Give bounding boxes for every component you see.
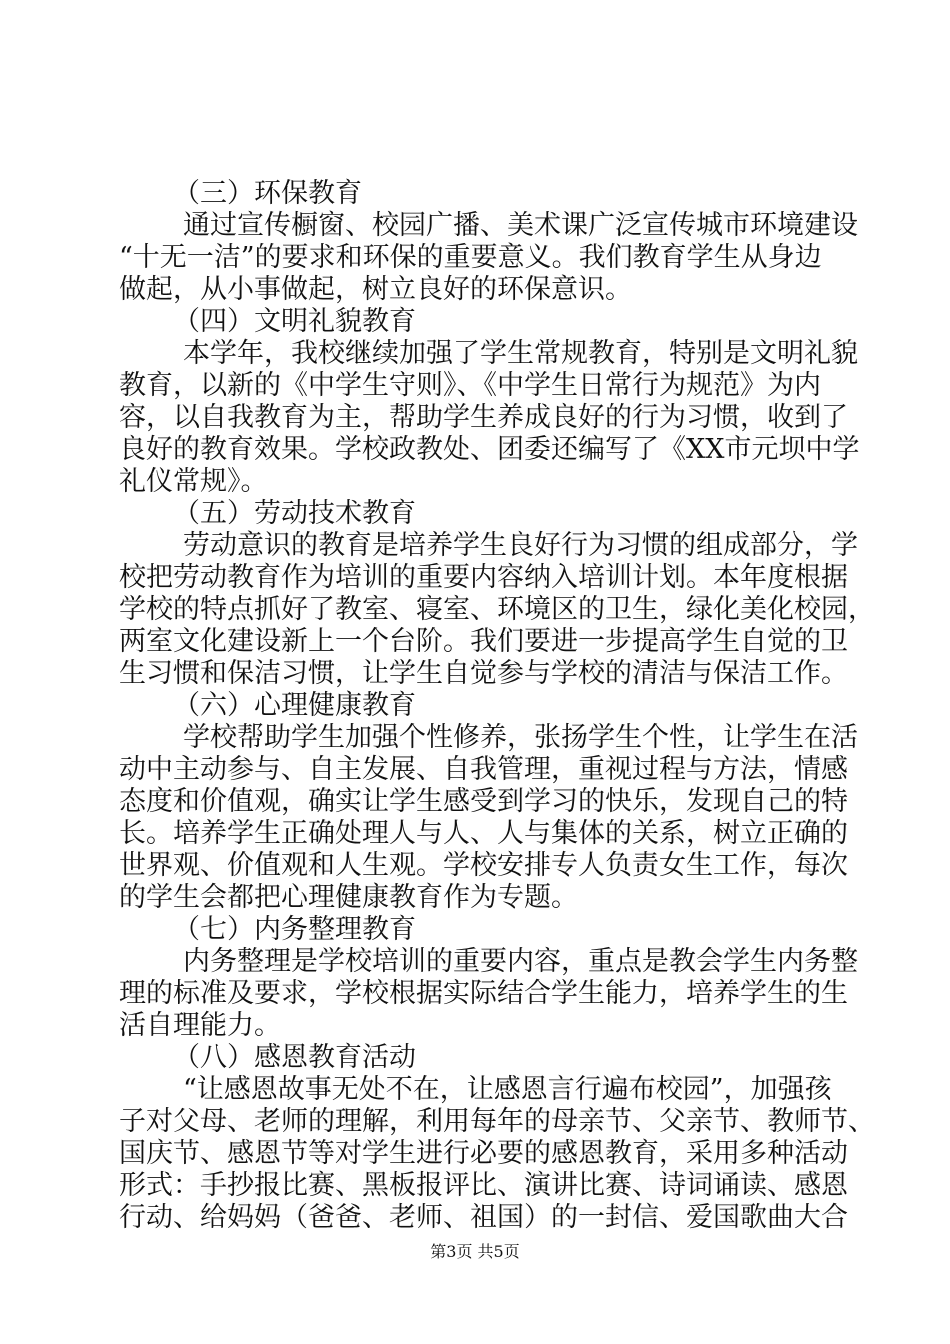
paragraph-line: 做起，从小事做起，树立良好的环保意识。 bbox=[119, 274, 632, 305]
paragraph-line: 教育，以新的《中学生守则》、《中学生日常行为规范》为内 bbox=[119, 370, 821, 401]
paragraph-line: “让感恩故事无处不在，让感恩言行遍布校园”，加强孩 bbox=[183, 1074, 832, 1105]
paragraph-line: 理的标准及要求，学校根据实际结合学生能力，培养学生的生 bbox=[119, 978, 848, 1009]
paragraph-line: 动中主动参与、自主发展、自我管理，重视过程与方法，情感 bbox=[119, 754, 848, 785]
paragraph-line: 活自理能力。 bbox=[119, 1010, 281, 1041]
paragraph-line: “十无一洁”的要求和环保的重要意义。我们教育学生从身边 bbox=[119, 242, 822, 273]
section-heading-4: （四）文明礼貌教育 bbox=[173, 306, 416, 337]
paragraph-line: 学校的特点抓好了教室、寝室、环境区的卫生，绿化美化校园， bbox=[119, 594, 875, 625]
paragraph-line: 子对父母、老师的理解，利用每年的母亲节、父亲节、教师节、 bbox=[119, 1106, 875, 1137]
paragraph-line: 国庆节、感恩节等对学生进行必要的感恩教育，采用多种活动 bbox=[119, 1138, 848, 1169]
paragraph-line: 学校帮助学生加强个性修养，张扬学生个性，让学生在活 bbox=[183, 722, 858, 753]
paragraph-line: 礼仪常规》。 bbox=[119, 466, 268, 497]
section-heading-5: （五）劳动技术教育 bbox=[173, 498, 416, 529]
paragraph-line: 长。培养学生正确处理人与人、人与集体的关系，树立正确的 bbox=[119, 818, 848, 849]
paragraph-line: 世界观、价值观和人生观。学校安排专人负责女生工作，每次 bbox=[119, 850, 848, 881]
paragraph-line: 本学年，我校继续加强了学生常规教育，特别是文明礼貌 bbox=[183, 338, 858, 369]
paragraph-line: 两室文化建设新上一个台阶。我们要进一步提高学生自觉的卫 bbox=[119, 626, 848, 657]
paragraph-line: 行动、给妈妈（爸爸、老师、祖国）的一封信、爱国歌曲大合 bbox=[119, 1202, 848, 1233]
paragraph-line: 校把劳动教育作为培训的重要内容纳入培训计划。本年度根据 bbox=[119, 562, 848, 593]
paragraph-line: 生习惯和保洁习惯，让学生自觉参与学校的清洁与保洁工作。 bbox=[119, 658, 848, 689]
paragraph-line: 态度和价值观，确实让学生感受到学习的快乐，发现自己的特 bbox=[119, 786, 848, 817]
paragraph-line: 内务整理是学校培训的重要内容，重点是教会学生内务整 bbox=[183, 946, 858, 977]
section-heading-8: （八）感恩教育活动 bbox=[173, 1042, 416, 1073]
section-heading-6: （六）心理健康教育 bbox=[173, 690, 416, 721]
paragraph-line: 劳动意识的教育是培养学生良好行为习惯的组成部分，学 bbox=[183, 530, 858, 561]
section-heading-3: （三）环保教育 bbox=[173, 178, 362, 209]
section-heading-7: （七）内务整理教育 bbox=[173, 914, 416, 945]
page-number-footer: 第3页 共5页 bbox=[430, 1242, 520, 1261]
paragraph-line: 的学生会都把心理健康教育作为专题。 bbox=[119, 882, 578, 913]
paragraph-line: 良好的教育效果。学校政教处、团委还编写了《XX市元坝中学 bbox=[119, 434, 860, 465]
paragraph-line: 形式：手抄报比赛、黑板报评比、演讲比赛、诗词诵读、感恩 bbox=[119, 1170, 848, 1201]
paragraph-line: 通过宣传橱窗、校园广播、美术课广泛宣传城市环境建设 bbox=[183, 210, 858, 241]
paragraph-line: 容，以自我教育为主，帮助学生养成良好的行为习惯，收到了 bbox=[119, 402, 848, 433]
